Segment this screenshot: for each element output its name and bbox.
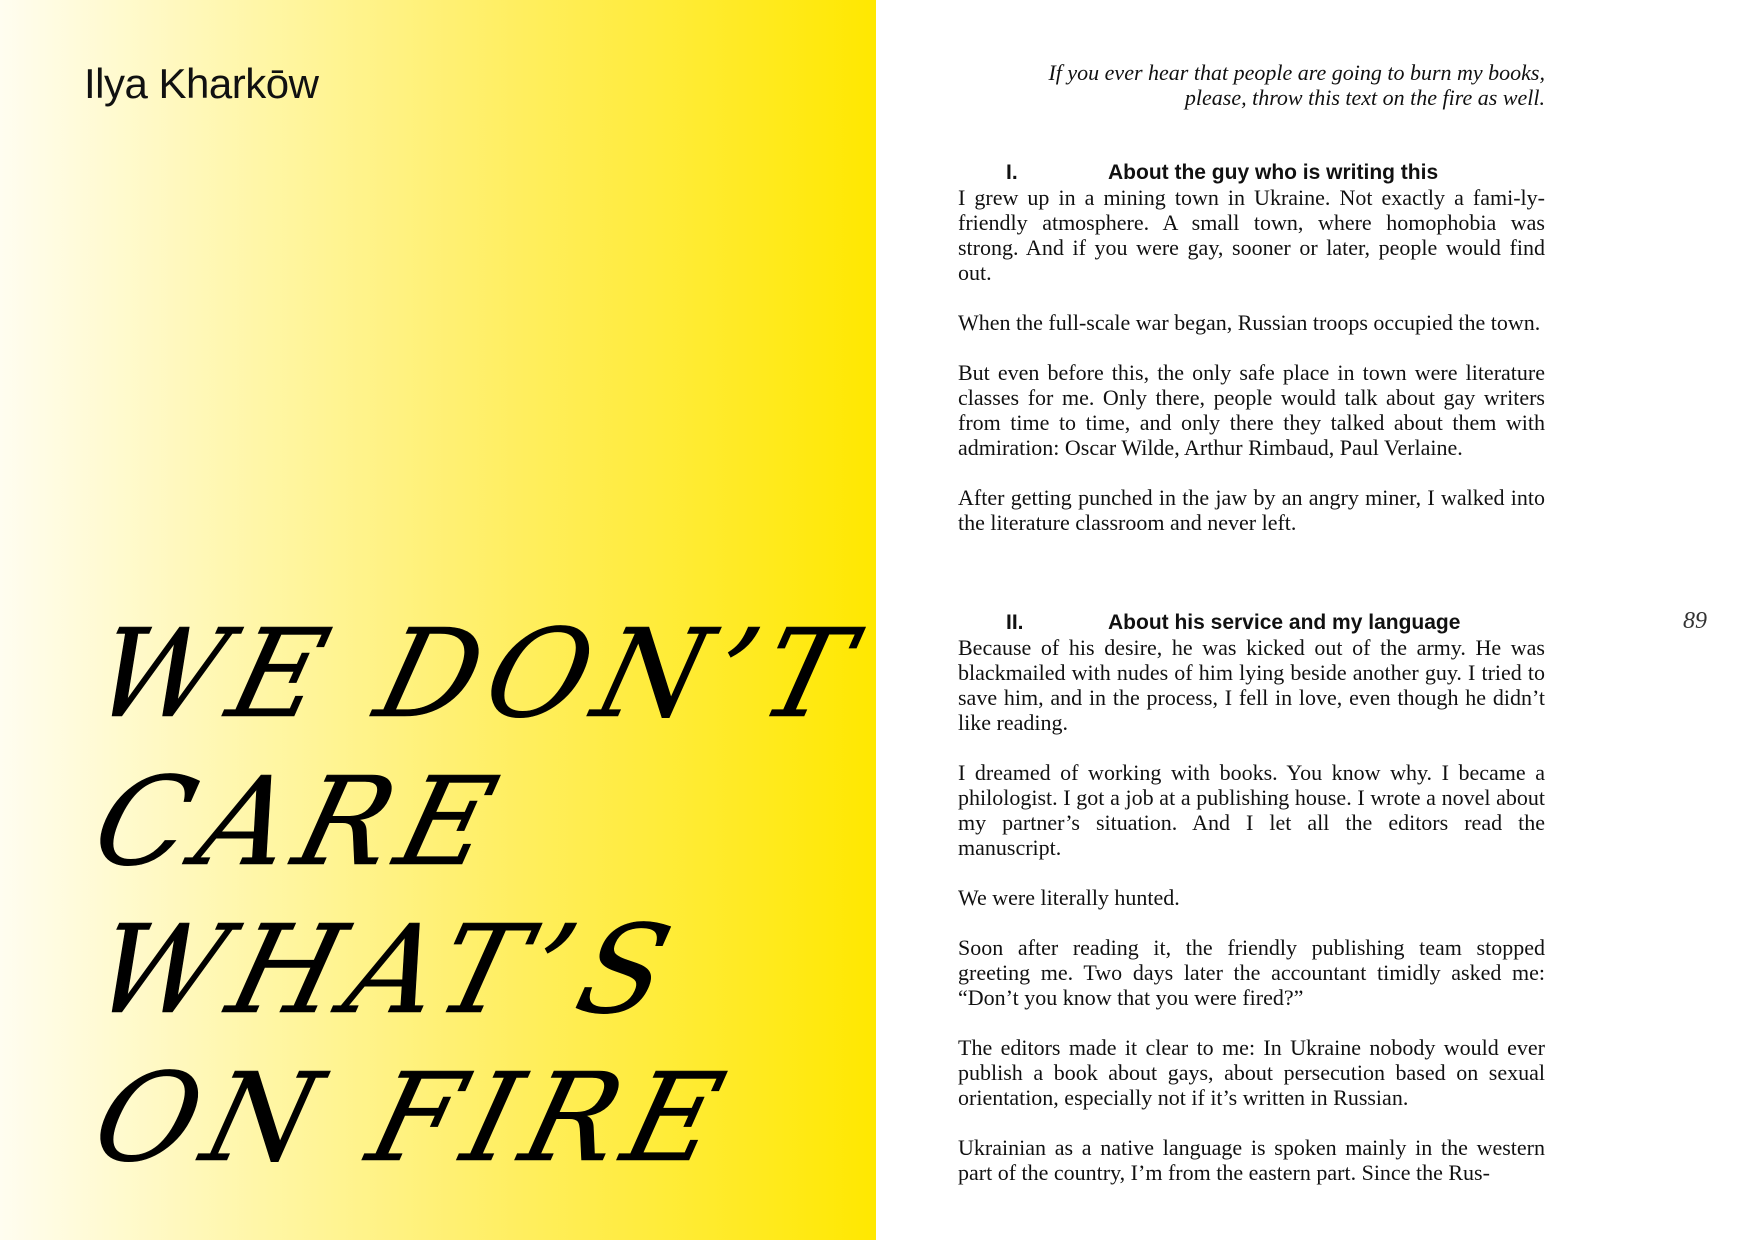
section-heading (958, 160, 1545, 185)
paragraph: We were literally hunted. (958, 885, 1180, 910)
section-1 (958, 160, 1545, 535)
paragraph: When the full-scale war began, Russian troops occupied the town. (958, 310, 1541, 335)
paragraph: I dreamed of working with books. You know why. I became a philologist. I got a job at a publishing house. I wrote a novel about my partner’s situation. And I let all the editors read the manuscript. (958, 760, 1545, 860)
epigraph-line: If you ever hear that people are going to burn my books, (1048, 60, 1545, 85)
title-line: ON FIRE (80, 1047, 746, 1189)
paragraph: But even before this, the only safe place in town were literature classes for me. Only there, people would talk about gay writers from time to time, and only there they talked about them with admiration: Oscar Wilde, Arthur Rimbaud, Paul Verlaine. (958, 360, 1545, 460)
section-title: About the guy who is writing this (1108, 161, 1439, 184)
section-title: About his service and my language (1108, 611, 1461, 634)
page-number: 89 (1683, 608, 1707, 634)
epigraph (960, 60, 1545, 110)
author-name: Ilya Kharkōw (84, 60, 319, 107)
paragraph: I grew up in a mining town in Ukraine. Not exactly a fami-ly-friendly atmosphere. A small town, where homophobia was strong. And if you were gay, sooner or later, people would find out. (958, 185, 1545, 285)
section-heading (958, 610, 1545, 635)
paragraph: After getting punched in the jaw by an angry miner, I walked into the literature classroom and never left. (958, 485, 1545, 535)
paragraph: Soon after reading it, the friendly publishing team stopped greeting me. Two days later the accountant timidly asked me: “Don’t you know that you were fired?” (958, 935, 1545, 1010)
section-2 (958, 610, 1545, 1185)
paragraph: Ukrainian as a native language is spoken mainly in the western part of the country, I’m from the eastern part. Since the Rus- (958, 1135, 1545, 1185)
title-line: CARE (80, 751, 519, 893)
title-line: WHAT’S (80, 899, 694, 1041)
title-display (80, 600, 875, 1192)
paragraph: Because of his desire, he was kicked out of the army. He was blackmailed with nudes of him lying beside another guy. I tried to save him, and in the process, I fell in love, even though he didn’t like reading. (958, 635, 1545, 735)
title-line: WE DON’T (80, 603, 875, 745)
section-number: I. (1006, 161, 1018, 184)
epigraph-line: please, throw this text on the fire as well. (1184, 85, 1545, 110)
paragraph: The editors made it clear to me: In Ukraine nobody would ever publish a book about gays, about persecution based on sexual orientation, especially not if it’s written in Russian. (958, 1035, 1545, 1110)
section-number: II. (1006, 611, 1024, 634)
